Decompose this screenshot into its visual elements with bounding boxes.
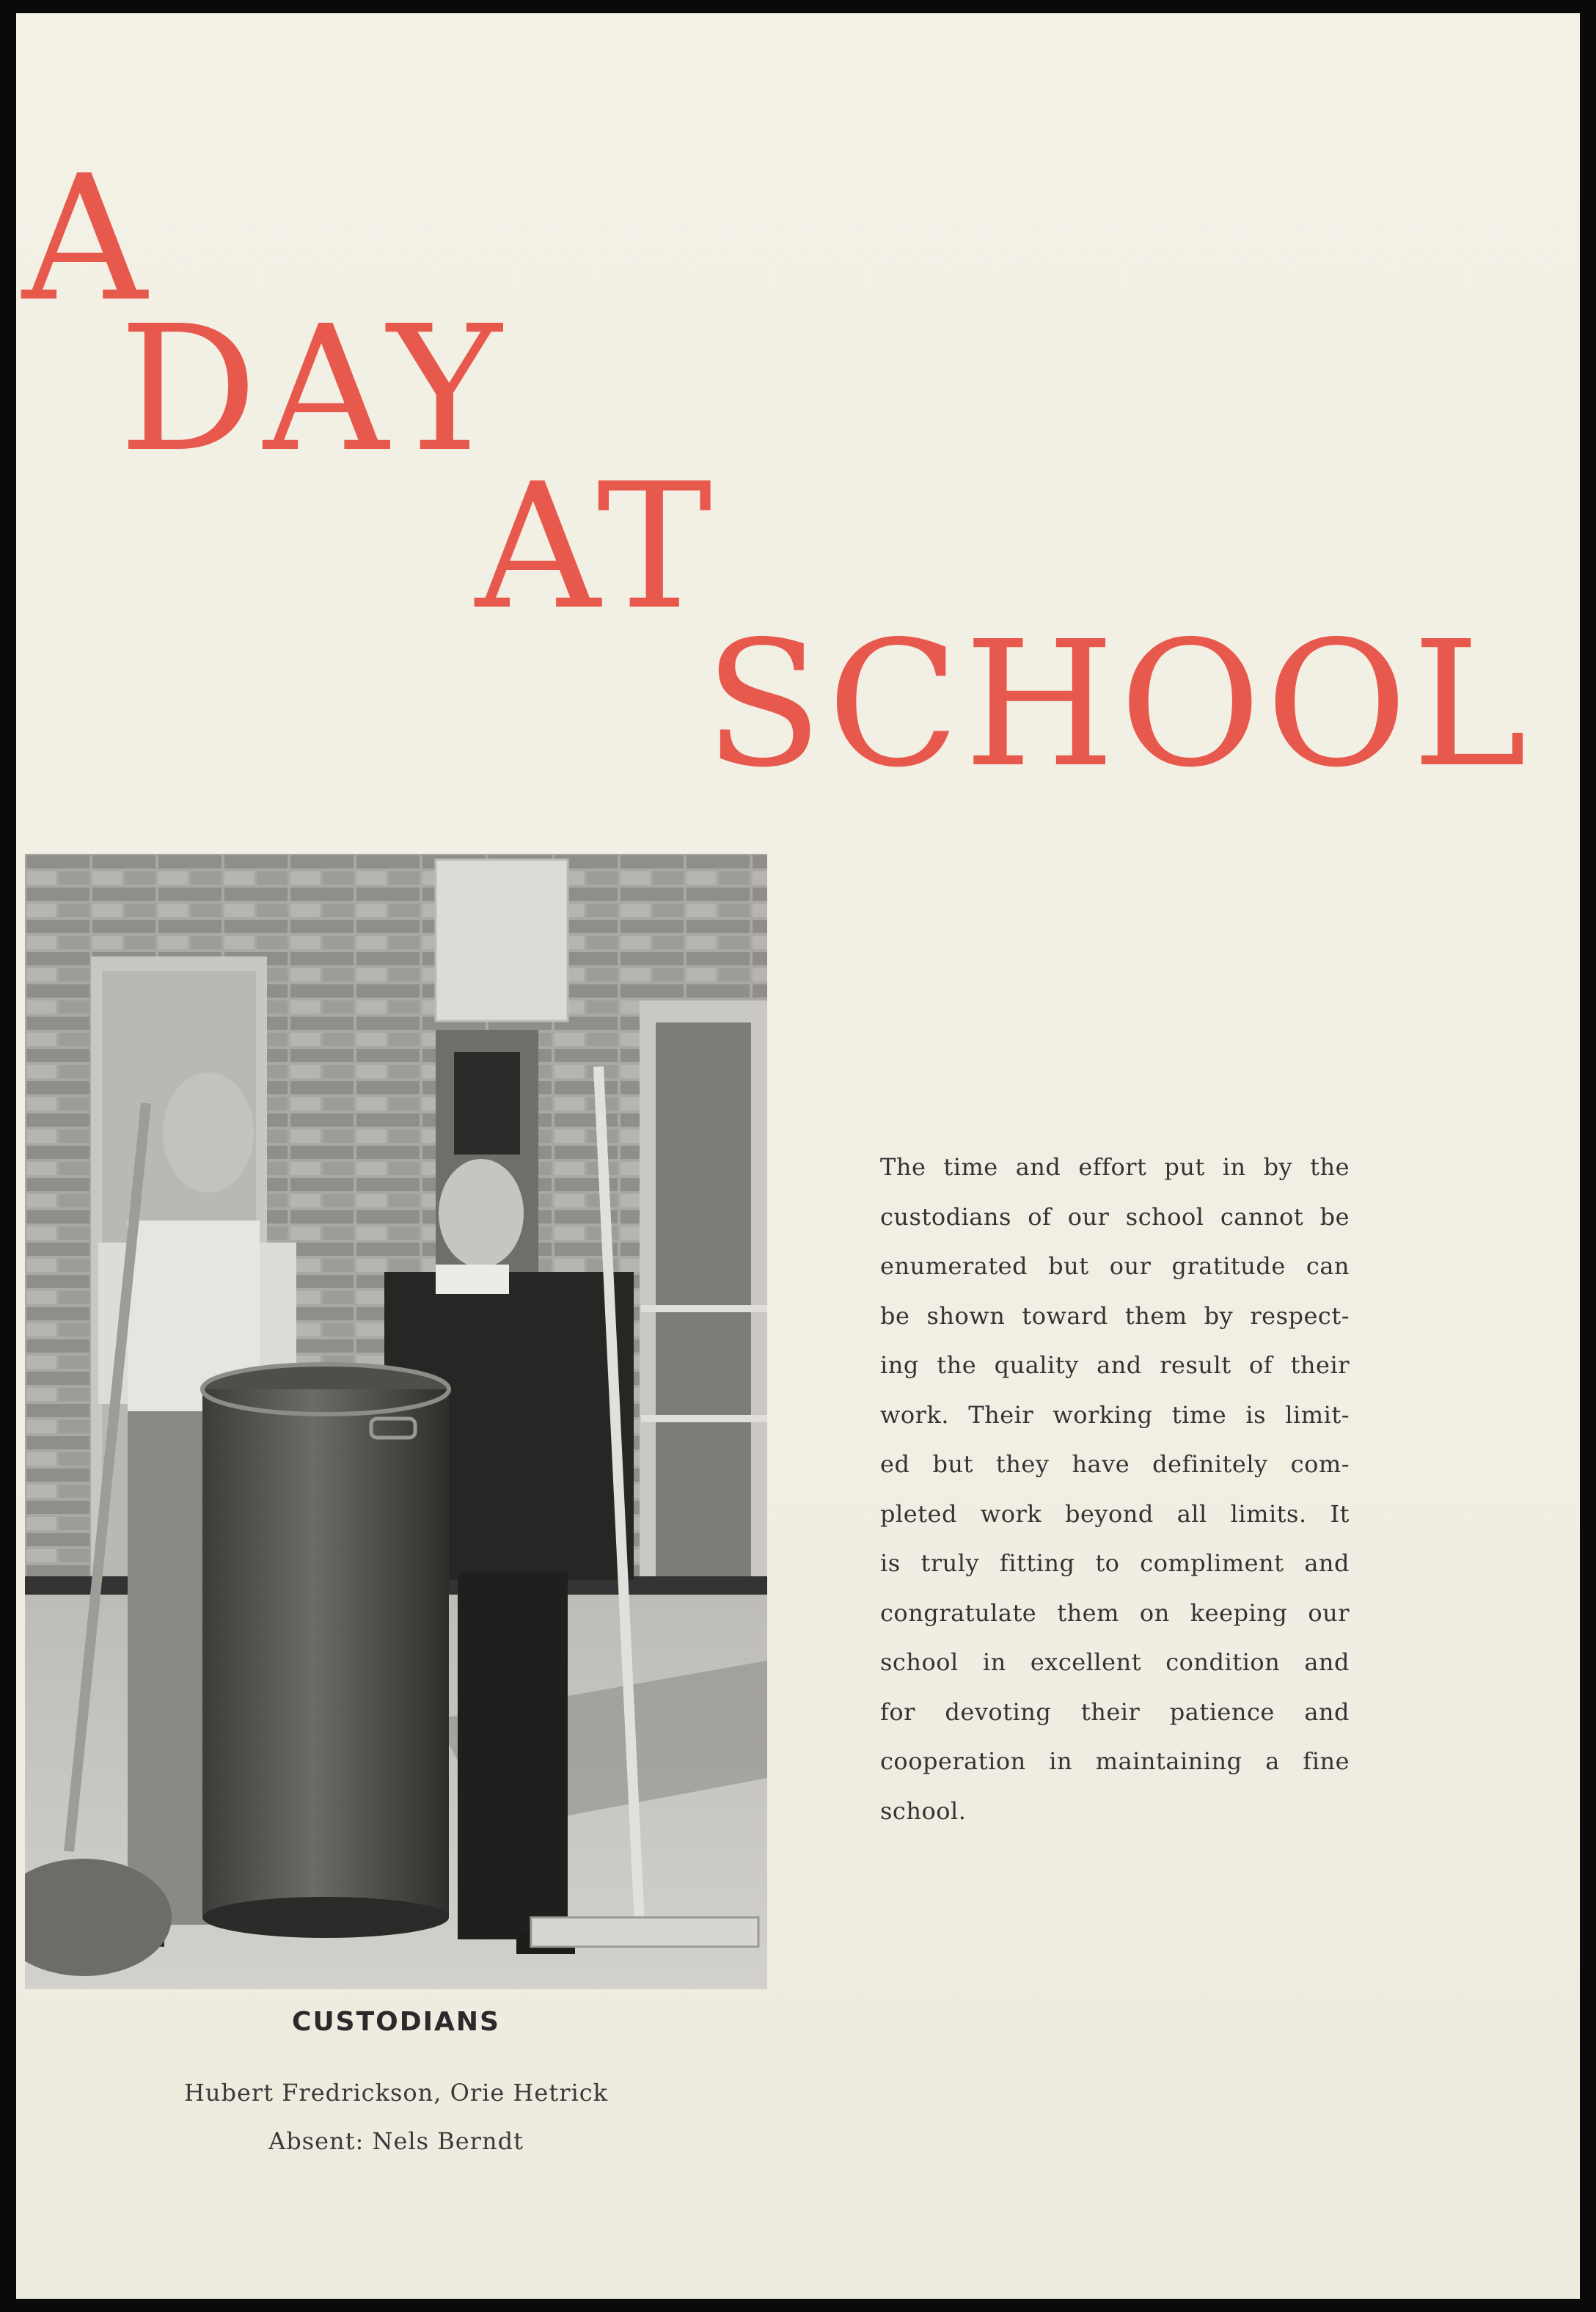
custodians-photo-illustration	[25, 854, 767, 1989]
paragraph-line: cooperation in maintaining a fine	[880, 1747, 1350, 1775]
paragraph-line: pleted work beyond all limits. It	[880, 1499, 1350, 1528]
heading-word-a: A	[22, 138, 150, 340]
paragraph-line: be shown toward them by respect-	[880, 1301, 1350, 1330]
tribute-paragraph	[880, 1143, 1350, 1836]
caption-names: Hubert Fredrickson, Orie Hetrick	[183, 2079, 609, 2107]
paragraph-line: enumerated but our gratitude can	[880, 1252, 1350, 1280]
yearbook-page	[16, 13, 1580, 2299]
paragraph-line: work. Their working time is limit-	[880, 1400, 1350, 1429]
paragraph-line: custodians of our school cannot be	[880, 1202, 1350, 1231]
paragraph-line: ing the quality and result of their	[880, 1351, 1350, 1379]
paragraph-line: for devoting their patience and	[880, 1697, 1350, 1726]
heading-word-school: SCHOOL	[704, 604, 1531, 805]
heading-word-at: AT	[475, 446, 718, 648]
caption-title: CUSTODIANS	[292, 2007, 500, 2037]
paragraph-line: ed but they have definitely com-	[880, 1450, 1350, 1478]
heading-word-day: DAY	[119, 288, 508, 490]
paragraph-line: school.	[880, 1796, 967, 1825]
caption-absent: Absent: Nels Berndt	[268, 2127, 524, 2155]
paragraph-line: school in excellent condition and	[880, 1648, 1350, 1676]
paragraph-line: The time and effort put in by the	[880, 1153, 1350, 1181]
custodians-photo	[25, 854, 767, 1989]
paragraph-line: is truly fitting to compliment and	[880, 1549, 1350, 1577]
paragraph-line: congratulate them on keeping our	[880, 1598, 1350, 1627]
